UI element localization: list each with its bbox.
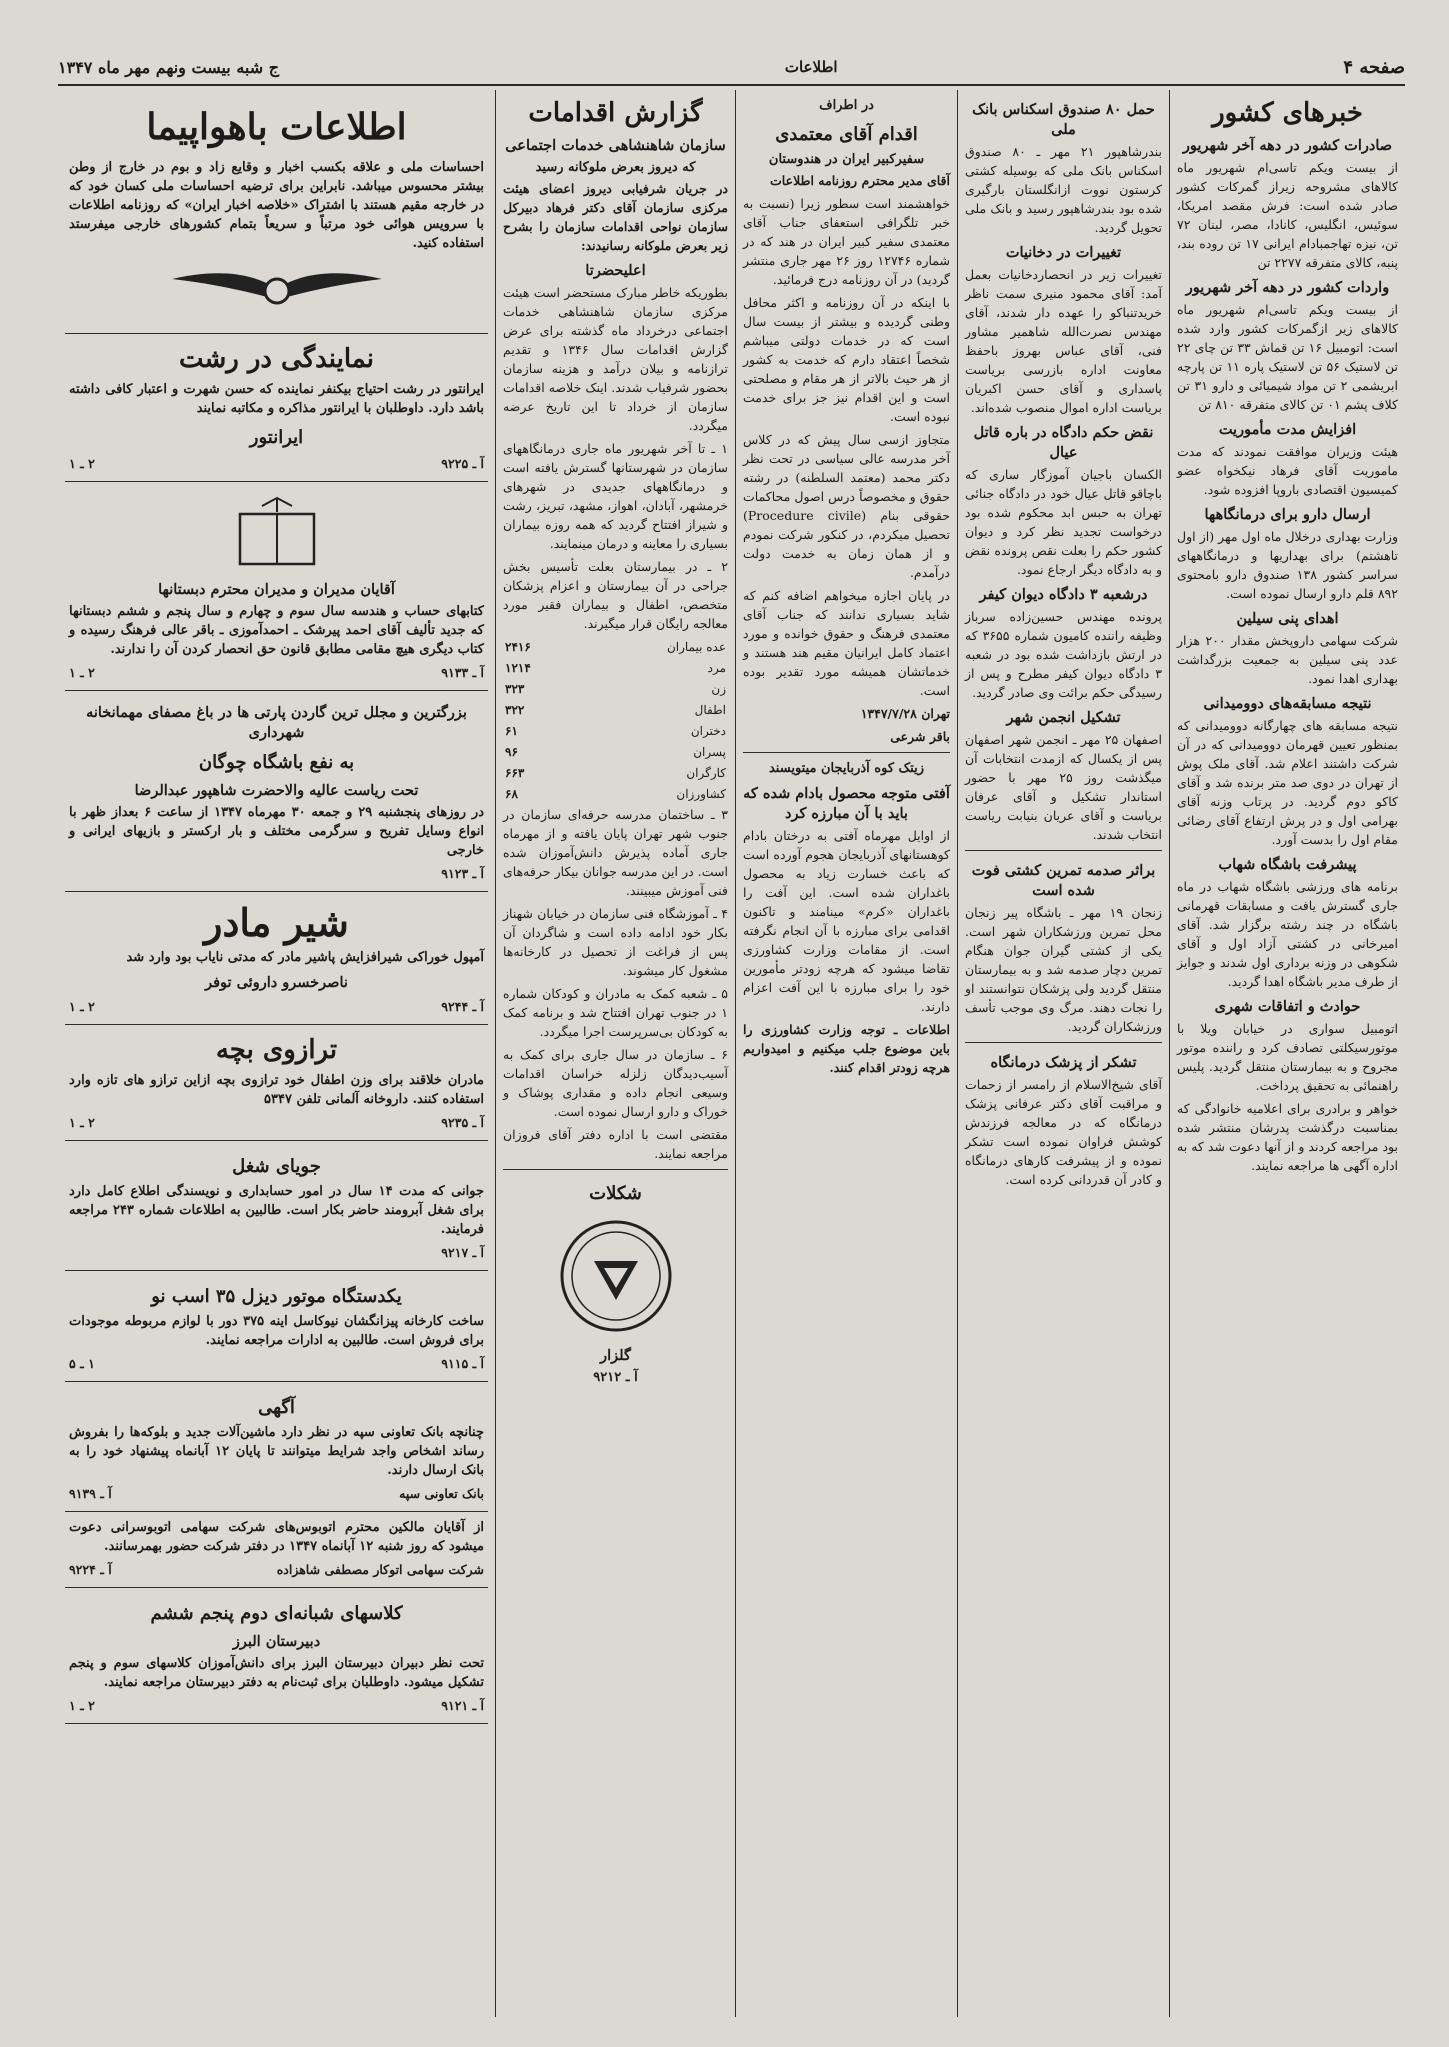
article-text: ۳ ـ ساختمان مدرسه حرفه‌ای سازمان در جنوب شهر تهران پایان یافته و از مهرماه جاری آماده پذیرش دانش‌آموزان شده است. در این مدرسه جوانان بیکار حرفه‌های فنی آموزش میبینند. (503, 807, 728, 898)
statistics-table (503, 637, 728, 805)
wings-emblem-icon (69, 259, 484, 319)
article-intro: در جریان شرفیابی دیروز اعضای هیئت مرکزی سازمان آقای دکتر فرهاد دبیرکل سازمان نواحی اقدامات سازمان را بشرح زیر بعرض ملوکانه رسانیدند: (503, 181, 728, 253)
ad-code: آ ـ ۹۱۲۱ (441, 1698, 484, 1713)
article-text: در پایان اجازه میخواهم اضافه کنم که شاید بسیاری ندانند که جناب آقای معتمدی فرهنگ و حقوق خوانده و مورد اعتماد کامل ایرانیان مقیم هند هستند و خدماتشان همیشه مورد تقدیر بوده است. (743, 588, 950, 698)
article-text: بندرشاهپور ۲۱ مهر ـ ۸۰ صندوق اسکناس بانک ملی که بوسیله کشتی کرستون نووت ازانگلستان بارگیری شده بود بندرشاهپور رسید و بانک ملی تحویل گردید. (965, 144, 1163, 235)
ad-bus-company (65, 1512, 488, 1588)
table-cell-label: کشاورزان (676, 787, 726, 801)
ad-code: آ ـ ۹۲۱۲ (593, 1370, 638, 1385)
table-row (503, 721, 728, 742)
ad-title: آگهی (258, 1397, 295, 1418)
table-row (503, 700, 728, 721)
article-text: متجاوز ازسی سال پیش که در کلاس آخر مدرسه عالی سیاسی در تحت نظر دکتر محمد (معتمد السلطنه) در رشته حقوق و مخصوصاً درس اصول محاکمات حقوقی بنام (Procedure civile) تحصیل میکردم، در کنکور شرکت نمودم و از همان زمان به خدمت دولت درآمدم. (743, 432, 950, 580)
article-text: نتیجه مسابقه های چهارگانه دوومیدانی که بمنظور تعیین قهرمان دوومیدانی که در آن شرکت داشتند اعلام شد. آقای ملک پوش از تهران در دوی صد متر برنده شد و آقای کاکو دوم گردید. در پرتاب وزنه آقای بهرامی اول و در پرش ارتفاع آقای رضائی مقام اول را بدست آورد. (1177, 718, 1398, 847)
ad-code: آ ـ ۹۲۲۴ (69, 1562, 112, 1577)
article-text: هیئت وزیران موافقت نمودند که مدت ماموریت آقای فرهاد نیکخواه عضو کمیسیون اقتصادی باروپا افزوده شود. (1177, 444, 1398, 497)
article-text: بطوریکه خاطر مبارک مستحضر است هیئت مرکزی سازمان شاهنشاهی خدمات اجتماعی درخرداد ماه گذشته برای عرض گزارش اقدامات سال ۱۳۴۶ و تقدیم ترازنامه و بیلان درآمد و هزینه سازمان بحضور شرفیاب شدند. اینک خلاصه اقدامات سازمان از خرداد تا این تاریخ عرضه میگردد. (503, 285, 728, 433)
ad-code: آ ـ ۹۱۱۵ (441, 1356, 484, 1371)
article-text: وزارت بهداری درخلال ماه اول مهر (از اول تاهشتم) برای بهداریها و درمانگاههای سراسر کشور ۱۳۸ صندوق دارو بامحتوی ۸۹۲ قلم دارو ارسال نموده است. (1177, 529, 1398, 601)
letter-recipient: آقای مدیر محترم روزنامه اطلاعات (770, 173, 950, 188)
table-cell-label: مرد (707, 661, 726, 675)
chocolate-logo-icon (503, 1216, 728, 1336)
article-kicker: زیتک کوه آذربایجان میتویسند (768, 761, 924, 776)
article-title: حوادث و اتفاقات شهری (1214, 998, 1361, 1015)
ad-subtitle: دبیرستان البرز (232, 1633, 321, 1650)
article-text: اتومبیل سواری در خیابان ویلا با موتورسیکلتی تصادف کرد و راننده موتور مجروح و به بیمارستان منتقل گردید. پلیس راهنمائی به تحقیق پرداخت. (1177, 1021, 1398, 1093)
ad-footer (69, 1484, 484, 1503)
table-row (503, 658, 728, 679)
article-title: ارسال دارو برای درمانگاهها (1204, 506, 1371, 523)
article-title: تشکیل انجمن شهر (1006, 709, 1121, 726)
table-row (503, 784, 728, 805)
ad-text: ایرانتور در رشت احتیاج بیکنفر نماینده که حسن شهرت و اعتبار کافی داشته باشد دارد. داوطلبان با ایرانتور مذاکره و مکاتبه نمایند (69, 382, 484, 416)
column-news-2 (957, 90, 1169, 2017)
ad-count: ۱ ـ ۵ (69, 1356, 95, 1371)
columns (58, 90, 1405, 2017)
ad-title: اطلاعات باهواپیما (146, 106, 407, 148)
ad-brand: ایرانتور (249, 427, 304, 448)
column-domestic-news (1169, 90, 1405, 2017)
article-text: خواهر و برادری برای اعلامیه خانوادگی که بمناسبت درگذشت پدرشان منتشر شده بود مراجعه کردند و از آنها دعوت شد که به اداره آگهی ها مراجعه نمایند. (1177, 1101, 1398, 1173)
letter-signature: باقر شرعی (890, 729, 950, 744)
table-row (503, 679, 728, 700)
ad-job-seeker (65, 1141, 488, 1271)
table-cell-label: اطفال (694, 703, 726, 717)
article-title: آفتی متوجه محصول بادام شده که باید با آن مبارزه کرد (743, 785, 950, 822)
article-kicker: در اطراف (819, 98, 874, 113)
editor-note: اطلاعات ـ توجه وزارت کشاورزی را باین موضوع جلب میکنیم و امیدواریم هرچه زودتر اقدام کنند. (743, 1022, 950, 1075)
article-subtitle: سفیرکبیر ایران در هندوستان (768, 152, 925, 167)
article-text: مقتضی است با اداره دفتر آقای فروزان مراجعه نمایند. (503, 1127, 728, 1161)
ad-text: کتابهای حساب و هندسه سال سوم و چهارم و سال پنجم و ششم دبستانها که جدید تألیف آقای احمد پیرشک ـ احمدآموزی ـ باقر عالی فرهنگ رسیده و کتاب دیگری هیچ مقامی مطابق قانون حق انحصار کردن آن را ندارند. (69, 604, 484, 657)
ad-count: ۲ ـ ۱ (69, 456, 95, 471)
ad-subtitle: به نفع باشگاه چوگان (198, 752, 355, 773)
article-title: اهدای پنی سیلین (1236, 610, 1339, 627)
table-row (503, 742, 728, 763)
ad-brand: گلزار (600, 1347, 631, 1364)
header-rule (58, 84, 1405, 86)
page-header (58, 52, 1405, 82)
article-text: تغییرات زیر در انحصاردخانیات بعمل آمد: آقای محمود منیری سمت ناظر خریدتنباکو را عهده دار شدند، آقای مهندس نصرت‌الله شاهمیر مشاور فنی، آقای عباس بهروز باحفظ معاونت اداره بازرسی بریاست پاسداری و آقای حسن اکبریان بریاست اداره اموال منصوب شده‌اند. (965, 267, 1162, 415)
article-text: برنامه های ورزشی باشگاه شهاب در ماه جاری گسترش یافت و مسابقات قهرمانی باشگاه در چند رشته برگزار شد. آقای امیرخانی در کشتی آزاد اول و آقای شکوهی در وزنه برداری اول شدند و جوایز از طرف مدیر باشگاه اهدا گردید. (1177, 879, 1398, 989)
ad-footer (69, 1560, 484, 1579)
issue-date: ج شبه بیست ونهم مهر ماه ۱۳۴۷ (58, 57, 280, 77)
table-cell-label: دختران (690, 724, 726, 738)
ad-title: نمایندگی در رشت (178, 344, 375, 374)
table-cell-value: ۶۸ (505, 787, 518, 801)
ad-title: آقایان مدیران و مدیران محترم دبستانها (158, 581, 395, 598)
ad-title: بزرگترین و مجلل ترین گاردن پارتی ها در باغ مصفای مهمانخانه شهرداری (86, 704, 467, 741)
ad-garden-party (65, 691, 488, 892)
ad-diesel-engine (65, 1271, 488, 1382)
article-title: تغییرات در دخانیات (1005, 244, 1122, 261)
ad-title: کلاسهای شبانه‌ای دوم پنجم ششم (150, 1603, 403, 1624)
ad-count: ۲ ـ ۱ (69, 999, 95, 1014)
article-title: واردات کشور در دهه آخر شهریور (1185, 279, 1390, 296)
article-title: نتیجه مسابقه‌های دوومیدانی (1203, 695, 1372, 712)
article-text: از اوایل مهرماه آفتی به درختان بادام کوهستانهای آذربایجان هجوم آورده است که باعث خسارت زیاد به محصول باغداران شده است. این آفت را باغداران «کرم» مینامند و تاکنون اقدامی برای مبارزه با آن انجام نگرفته است. از مقامات وزارت کشاورزی تقاضا میشود که هرچه زودتر مأمورین خود را برای مبارزه با این آفت اعزام دارند. (743, 828, 950, 1014)
column-ads (58, 90, 495, 2017)
ad-count: ۲ ـ ۱ (69, 1698, 95, 1713)
article-title: حمل ۸۰ صندوق اسکناس بانک ملی (972, 101, 1155, 138)
column-letters (735, 90, 957, 2017)
ad-code: آ ـ ۹۱۲۳ (441, 866, 484, 881)
table-cell-value: ۳۲۳ (505, 682, 525, 696)
ad-brand: بانک تعاونی سپه (399, 1486, 484, 1501)
article-text: ۵ ـ شعبه کمک به مادران و کودکان شماره ۱ در جنوب تهران افتتاح شد و برنامه کمک به کودکان بی‌سرپرست اجرا میگردد. (503, 986, 728, 1039)
ad-text: تحت نظر دبیران دبیرستان البرز برای دانش‌آموزان کلاسهای سوم و پنجم تشکیل میشود. داوطلبان برای ثبت‌نام به دفتر دبیرستان مراجعه نمایند. (69, 1656, 484, 1690)
ad-footer (69, 1243, 484, 1262)
article-text: از بیست ویکم تاسی‌ام شهریور ماه کالاهای مشروحه زیراز گمرکات کشور صادر شده است: فرش مقصد امریکا، سوئیس، انگلیس، کانادا، مصر، لبنان ۷۲ تن، نیزه تهاجمبادام ایرانی ۱۷ تن روده بند، پنبه، کالای متفرقه ۲۲۷۷ تن (1177, 160, 1399, 270)
ad-code: آ ـ ۹۲۱۷ (441, 1245, 484, 1260)
ad-footer (69, 454, 484, 473)
article-text: خواهشمند است سطور زیرا (نسبت به خبر تلگرافی استعفای جناب آقای معتمدی سفیر کبیر ایران در هند که در شماره ۱۲۷۴۶ روز ۲۶ مهر جاری منتشر گردید) در آن روزنامه درج فرمائید. (743, 196, 950, 287)
article-text: ۱ ـ تا آخر شهریور ماه جاری درمانگاههای سازمان در شهرستانها گسترش یافته است و درمانگاههای جدیدی در شهرهای خرمشهر، آبادان، اهواز، مشهد، تبریز، رشت و شیراز افتتاح گردید که همه روزه بیماران بسیاری را معاینه و درمان مینمایند. (503, 441, 728, 551)
table-row (503, 637, 728, 658)
article-text: آقای شیخ‌الاسلام از رامسر از زحمات و مراقبت آقای دکتر عرفانی پزشک درمانگاه که در معالجه فرزندش کوشش فراوان نموده است تشکر نموده و از پیشرفت کارهای درمانگاه و کادر آن قدردانی کرده است. (965, 1077, 1162, 1187)
article-title: براثر صدمه تمرین کشتی فوت شده است (971, 862, 1156, 899)
ad-title: ترازوی بچه (215, 1035, 338, 1065)
table-cell-value: ۹۶ (505, 745, 518, 759)
masthead: اطلاعات (784, 58, 838, 76)
article-heading: اعلیحضرتا (585, 262, 646, 279)
ad-text: آمپول خوراکی شیرافزایش پاشیر مادر که مدتی نایاب بود وارد شد (126, 950, 484, 965)
ad-brand: شرکت سهامی اتوکار مصطفی شاهزاده (276, 1562, 484, 1577)
ad-title: شکلات (589, 1183, 642, 1204)
article-text: اصفهان ۲۵ مهر ـ انجمن شهر اصفهان پس از یکسال که ازمدت انتخابات آن میگذشت روز ۲۵ مهر با حضور استاندار تشکیل و آقای عرفان بریاست و آقای عریان بنیابت ریاست انتخاب شدند. (965, 732, 1162, 842)
table-cell-label: پسران (693, 745, 726, 759)
ad-airmail (65, 94, 488, 334)
ad-text: چنانچه بانک تعاونی سپه در نظر دارد ماشین‌آلات جدید و بلوکه‌ها را بفروش رساند اشخاص واجد شرایط میتوانند تا پایان ۱۲ آبانماه پیشنهاد خود را به بانک ارسال دارند. (69, 1425, 484, 1478)
article-lead: که دیروز بعرض ملوکانه رسید (535, 160, 696, 175)
ad-text: از آقایان مالکین محترم اتوبوس‌های شرکت سهامی اتوبوسرانی دعوت میشود که روز شنبه ۱۲ آبانماه ۱۳۴۷ در دفتر شرکت حضور بهمرسانند. (69, 1520, 484, 1554)
article-title: پیشرفت باشگاه شهاب (1218, 856, 1357, 873)
ad-footer (69, 1354, 484, 1373)
ad-footer (69, 1696, 484, 1715)
table-cell-value: ۳۲۲ (505, 703, 525, 717)
ad-code: آ ـ ۹۲۲۵ (441, 456, 484, 471)
open-book-emblem-icon (69, 494, 484, 574)
article-text: ۴ ـ آموزشگاه فنی سازمان در خیابان شهناز بکار خود ادامه داده است و شاگردان آن پس از فراغت از تحصیل در کارخانه‌ها مشغول کار میشوند. (503, 906, 728, 978)
section-title: خبرهای کشور (1212, 98, 1363, 128)
ad-title: جویای شغل (232, 1156, 321, 1177)
article-text: الکسان باجیان آموزگار ساری که باچاقو قاتل عیال خود در دادگاه جنائی تهران به حبس ابد محکوم شده بود درخواست تجدید نظر کرد و دیوان کشور حکم را بعلت نقص پرونده نقض و به دادگاه دیگر ارجاع نمود. (965, 467, 1162, 577)
ad-text: احساسات ملی و علاقه بکسب اخبار و وقایع زاد و بوم در خارج از وطن بیشتر محسوس میباشد. نابراین برای ترضیه احساسات ملی کسان خود که در خارجه مقیم هستند با اشتراک «خلاصه اخبار ایران» که روزنامه اطلاعات با سرویس هوائی خود مرتباً و سریعاً بتمام کشورهای خارجی میفرستد استفاده کنید. (69, 160, 484, 251)
article-title: اقدام آقای معتمدی (775, 124, 918, 145)
ad-title: یکدستگاه موتور دیزل ۳۵ اسب نو (151, 1286, 402, 1307)
ad-bank-notice (65, 1382, 488, 1512)
article-text: ۶ ـ سازمان در سال جاری برای کمک به آسیب‌دیدگان زلزله خراسان اقدامات وسیعی انجام داده و مقداری پوشاک و خوراک و دارو ارسال نموده است. (503, 1047, 728, 1119)
table-cell-value: ۱۲۱۴ (505, 661, 531, 675)
ad-footer (69, 1113, 484, 1132)
ad-text: مادران خلاقند برای وزن اطفال خود ترازوی بچه ازاین ترازو های تازه وارد استفاده کنند. داروخانه آلمانی تلفن ۵۳۴۷ (69, 1073, 484, 1107)
letter-signature-date: تهران ۱۳۴۷/۷/۲۸ (860, 706, 950, 721)
article-text: از بیست ویکم تاسی‌ام شهریور ماه کالاهای زیر ازگمرکات کشور وارد شده است: اتومبیل ۱۶ تن قماش ۳۳ تن چای ۲۲ تن لاستیک ۵۶ تن لاستیک پاره ۱۱ تن پارچه ابریشمی ۲ تن مواد شیمیائی و دارو ۳۱ تن کلاف پشم ۰۱ تن کالای متفرقه ۸۱۰ تن (1177, 302, 1399, 412)
column-report (495, 90, 735, 2017)
article-text: با اینکه در آن روزنامه و اکثر محافل وطنی گردیده و بیشتر از بیست سال است که در خدمات دولتی میباشم شخصاً اعتقاد دارم که خدمت به کشور از هر حیث بالاتر از هر مقام و مصلحتی است و این اقدام نیز جز برای خدمت نبوده است. (743, 295, 950, 424)
page-number: صفحه ۴ (1343, 56, 1405, 78)
table-cell-label: کارگران (686, 766, 726, 780)
ad-code: آ ـ ۹۲۳۵ (441, 1115, 484, 1130)
ad-text: در روزهای پنجشنبه ۲۹ و جمعه ۳۰ مهرماه ۱۳۴۷ از ساعت ۶ بعداز ظهر با انواع وسایل تفریح و سرگرمی مختلف و بار ارکستر و بازیهای ایرانی و خارجی (69, 805, 484, 858)
article-text: شرکت سهامی داروپخش مقدار ۲۰۰ هزار عدد پنی سیلین به جمعیت بزرگداشت بهداری اهدا نمود. (1177, 633, 1398, 686)
table-cell-label: زن (711, 682, 726, 696)
article-title: درشعبه ۳ دادگاه دیوان کیفر (979, 586, 1148, 603)
table-cell-value: ۲۴۱۶ (505, 640, 531, 654)
ad-baby-scale (65, 1025, 488, 1141)
ad-code: آ ـ ۹۲۴۴ (441, 999, 484, 1014)
article-text: زنجان ۱۹ مهر ـ باشگاه پیر زنجان محل تمرین ورزشکاران شهر است. یکی از کشتی گیران جوان هنگام تمرین دچار صدمه شد و به بیمارستان منتقل گردید ولی پزشکان نتوانستند او را نجات دهند. مرگ وی موجب تأسف ورزشکاران گردید. (965, 905, 1162, 1034)
table-cell-value: ۶۱ (505, 724, 518, 738)
ad-code: آ ـ ۹۱۳۹ (69, 1486, 112, 1501)
article-title: گزارش اقدامات (528, 98, 703, 128)
table-cell-label: عده بیماران (666, 640, 726, 654)
ad-school-books (65, 482, 488, 691)
article-title: افزایش مدت مأموریت (1218, 421, 1357, 438)
ad-footer (69, 864, 484, 883)
table-cell-value: ۶۶۳ (505, 766, 525, 780)
ad-text: ساخت کارخانه پیزانگشان نیوکاسل اینه ۳۷۵ دور با لوازم مربوطه موجودات برای فروش است. طالبین به ادارات مراجعه نمایند. (69, 1314, 484, 1348)
ad-rasht-agency (65, 334, 488, 482)
article-title: صادرات کشور در دهه آخر شهریور (1182, 137, 1393, 154)
ad-count: ۲ ـ ۱ (69, 665, 95, 680)
table-row (503, 763, 728, 784)
article-text: ۲ ـ در بیمارستان بعلت تأسیس بخش جراحی در آن بیمارستان و اعزام پزشکان متخصص، اطفال و بیماران فقیر مورد معالجه رایگان قرار میگیرند. (503, 559, 728, 631)
ad-text: جوانی که مدت ۱۴ سال در امور حسابداری و نویسندگی اطلاع کامل دارد برای شغل آبرومند حاضر بکار است. طالبین به اطلاعات شماره ۲۴۳ مراجعه فرمایند. (69, 1184, 484, 1237)
ad-count: ۲ ـ ۱ (69, 1115, 95, 1130)
article-title: نقض حکم دادگاه در باره قاتل عیال (973, 424, 1154, 461)
ad-code: آ ـ ۹۱۳۳ (441, 665, 484, 680)
ad-mother-milk (65, 892, 488, 1025)
ad-footer (69, 663, 484, 682)
article-text: پرونده مهندس حسین‌زاده سرباز وظیفه راننده کامیون شماره ۳۶۵۵ که در ارتش بازداشت شده بود در شعبه ۳ دادگاه دیوان کیفر مطرح و پس از رسیدگی حکم برائت وی صادر گردید. (965, 609, 1162, 700)
ad-night-classes (65, 1588, 488, 1724)
ad-brand: ناصرخسرو داروئی توفر (205, 974, 348, 991)
ad-title: شیر مادر (204, 900, 349, 945)
article-title: تشکر از پزشک درمانگاه (990, 1054, 1137, 1071)
article-subtitle: سازمان شاهنشاهی خدمات اجتماعی (505, 137, 726, 154)
ad-footer (69, 997, 484, 1016)
ad-patron: تحت ریاست عالیه والاحضرت شاهپور عبدالرضا (134, 782, 419, 799)
